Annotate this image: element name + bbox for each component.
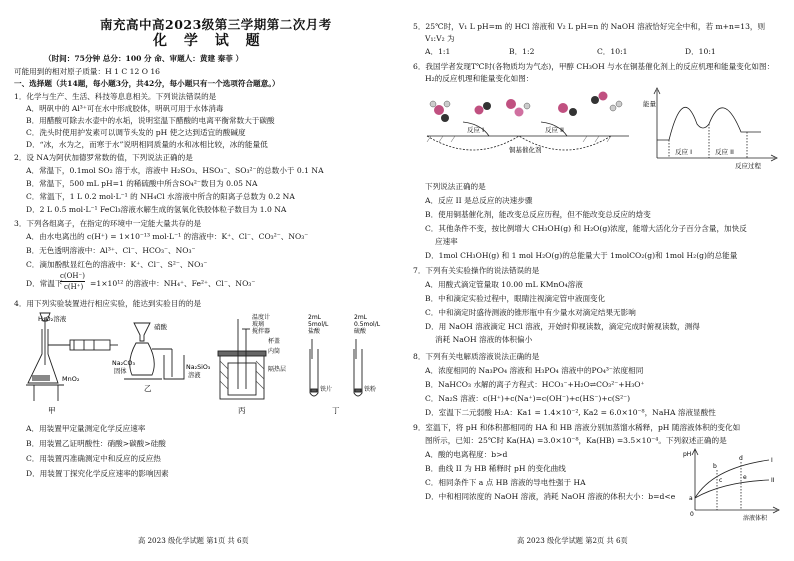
q6-option-c: C．其他条件不变，按比例增大 CH₃OH(g) 和 H₂O(g)浓度，能增大活化分子百分含量，加快反 (425, 224, 747, 233)
q2-option-d: D．2 L 0.5 mol·L⁻¹ FeCl₃溶液水解生成的氢氧化铁胶体粒子数目为 1.0 NA (26, 205, 287, 214)
q1-option-b: B．用醋酸可除去水壶中的水垢，说明室温下醋酸的电离平衡常数大于碳酸 (26, 116, 275, 125)
graph-origin: 0 (690, 511, 694, 518)
q5-stem-cont: V₁:V₂ 为 (425, 34, 455, 43)
page-1-footer: 高 2023 级化学试题 第1页 共 6页 (138, 536, 249, 545)
q5-option-d: D．10:1 (685, 47, 716, 56)
q3-fraction-numerator: c(OH⁻) (60, 272, 85, 280)
q1-option-d: D．“冰，水为之，而寒于水”说明相同质量的水和冰相比较，冰的能量低 (26, 140, 268, 149)
mech-reaction-1-label: 反应 I (467, 126, 484, 134)
q5-stem: 5．25℃时，V₁ L pH=m 的 HCl 溶液和 V₂ L pH=n 的 NaOH 溶液恰好完全中和，若 m+n=13，则 (413, 22, 766, 31)
section-heading: 一、选择题（共14题，每小题3分，共42分，每小题只有一个选项符合题意。） (14, 79, 280, 88)
q4-option-c: C．用装置丙准确测定中和反应的反应热 (26, 454, 161, 463)
q4-option-b: B．用装置乙证明酸性：硝酸>碳酸>硅酸 (26, 439, 166, 448)
ding-acid-1: 盐酸 (308, 328, 321, 335)
yi-soln-label: Na₂SiO₃ (186, 364, 211, 371)
yi-solid-label: Na₂CO₃ (112, 360, 135, 367)
q7-option-c: C．中和滴定时盛待测液的锥形瓶中有少量水对滴定结果无影响 (425, 308, 636, 317)
q9-stem-cont: 图所示，已知：25℃时 Ka(HA) =3.0×10⁻⁸，Ka(HB) =3.5×10⁻⁴。下列叙述正确的是 (425, 436, 727, 445)
yi-soln-label-2: 溶液 (188, 372, 201, 379)
q7-option-a: A．用酸式滴定管量取 10.00 mL KMnO₄溶液 (425, 280, 583, 289)
q2-stem: 2．设 NA为阿伏加德罗常数的值，下列说法正确的是 (14, 153, 193, 162)
ding-vol-2: 2mL (354, 314, 368, 321)
molecule-icons (430, 92, 622, 123)
bing-insulation-label: 隔热层 (268, 366, 287, 373)
q8-stem: 8．下列有关电解质溶液说法正确的是 (413, 352, 540, 361)
ding-conc-1: 5mol/L (308, 321, 329, 328)
q6-option-c-cont: 应速率 (435, 237, 458, 246)
q3-option-c: C．滴加酚酞显红色的溶液中：K⁺、Cl⁻、S²⁻、NO₃⁻ (26, 260, 208, 269)
jia-solid-label: MnO₂ (62, 375, 80, 383)
q6-energy-diagram (643, 84, 783, 170)
q7-option-b: B．中和滴定实验过程中，眼睛注视滴定管中液面变化 (425, 294, 606, 303)
energy-reaction-2: 反应 II (715, 148, 734, 156)
ding-vol-1: 2mL (308, 314, 322, 321)
curve-II (695, 480, 769, 498)
q5-option-b: B．1:2 (509, 47, 535, 56)
q6-stem-cont: H₂的反应机理和能量变化如图： (425, 74, 534, 83)
ding-caption: 丁 (332, 406, 340, 415)
page-2-footer: 高 2023 级化学试题 第2页 共 6页 (517, 536, 628, 545)
graph-curve-i-label: I (771, 457, 773, 464)
yi-caption: 乙 (144, 384, 152, 393)
q4-stem: 4．用下列实验装置进行相应实验，能达到实验目的的是 (14, 299, 202, 308)
q6-stem: 6．我国学者发现T℃时(各物质均为气态)，甲醇 CH₃OH 与水在铜基催化剂上的反应机理和能量变化如图： (413, 62, 775, 71)
q8-option-a: A．浓度相同的 Na₃PO₄ 溶液和 H₃PO₄ 溶液中的PO₄³⁻浓度相同 (425, 366, 644, 375)
q6-intro: 下列说法正确的是 (425, 182, 486, 191)
q7-stem: 7．下列有关实验操作的说法错误的是 (413, 266, 540, 275)
q2-option-c: C．常温下，1 L 0.2 mol·L⁻¹ 的 NH₄Cl 水溶液中所含的阳离子总数为 0.2 NA (26, 192, 295, 201)
q8-option-b: B．NaHCO₃ 水解的离子方程式：HCO₃⁻+H₂O⇌CO₃²⁻+H₃O⁺ (425, 380, 645, 389)
ding-acid-2: 硫酸 (354, 328, 367, 335)
q1-stem: 1．化学与生产、生活、科技等息息相关。下列说法错误的是 (14, 92, 217, 101)
bing-stirrer-label: 搅拌器 (252, 328, 271, 335)
q9-option-d: D．中和相同浓度的 NaOH 溶液，消耗 NaOH 溶液的体积大小：b=d<e (425, 492, 676, 501)
q3-option-d-prefix: D．常温下 (26, 279, 63, 288)
q6-option-b: B．使用铜基催化剂，能改变总反应历程，但不能改变总反应的焓变 (425, 210, 651, 219)
q6-option-d: D．1mol CH₃OH(g) 和 1 mol H₂O(g)的总能量大于 1molCO₂(g)和 1mol H₂(g)的总能量 (425, 251, 738, 260)
energy-reaction-1: 反应 I (675, 148, 692, 156)
q4-option-d: D．用装置丁探究化学反应速率的影响因素 (26, 469, 169, 478)
bing-inner-label: 内筒 (268, 348, 281, 355)
page-2 (397, 0, 794, 561)
q9-stem: 9．室温下，将 pH 和体积都相同的 HA 和 HB 溶液分别加蒸馏水稀释，pH 随溶液体积的变化如 (413, 423, 741, 432)
graph-point-b: b (713, 463, 717, 470)
bing-lid-label: 杯盖 (268, 338, 281, 345)
q3-stem: 3．下列各组离子，在指定的环境中一定能大量共存的是 (14, 219, 202, 228)
bing-caption: 丙 (238, 406, 246, 415)
q7-option-d: D．用 NaOH 溶液滴定 HCl 溶液，开始时仰视读数，滴定完成时俯视读数，测得 (425, 322, 700, 331)
apparatus-figure (14, 309, 386, 419)
mech-catalyst-label: 铜基催化剂 (509, 146, 542, 154)
ding-iron-sheet: 铁片 (320, 386, 333, 393)
energy-xlabel: 反应过程 (735, 162, 761, 170)
q1-option-c: C．洗头时使用护发素可以调节头发的 pH 使之达到适宜的酸碱度 (26, 128, 246, 137)
apparatus-yi (124, 323, 184, 379)
graph-point-c: c (719, 477, 723, 484)
catalyst-surface-hatch (427, 136, 611, 142)
apparatus-jia (26, 313, 118, 401)
q3-option-b: B．无色透明溶液中：Al³⁺、Cl⁻、HCO₃⁻、NO₃⁻ (26, 246, 196, 255)
ding-iron-powder: 铁粉 (364, 386, 377, 393)
q6-mechanism-figure (423, 84, 633, 154)
q8-option-d: D．室温下二元弱酸 H₂A：Ka1 = 1.4×10⁻², Ka2 = 6.0×10⁻⁸，NaHA 溶液显酸性 (425, 408, 716, 417)
exam-info: （时间：75分钟 总分：100 分 命、审题人：黄建 秦菲 ） (44, 54, 244, 63)
q5-option-a: A．1:1 (425, 47, 451, 56)
atomic-mass-line: 可能用到的相对原子质量：H 1 C 12 O 16 (14, 67, 161, 76)
q3-fraction-denominator: c(H⁺) (64, 283, 84, 291)
q5-option-c: C．10:1 (597, 47, 628, 56)
q6-option-a: A．反应 II 是总反应的决速步骤 (425, 196, 533, 205)
bing-thermometer-label: 温度计 (252, 314, 271, 321)
q3-option-d-suffix: =1×10¹² 的溶液中：NH₄⁺、Fe²⁺、Cl⁻、NO₃⁻ (90, 279, 256, 288)
mech-reaction-2-label: 反应 II (545, 126, 564, 134)
q7-option-d-cont: 消耗 NaOH 溶液的体积偏小 (435, 335, 533, 344)
q3-option-a: A．由水电离出的 c(H⁺) = 1×10⁻¹³ mol·L⁻¹ 的溶液中：K⁺、Cl⁻、CO₃²⁻、NO₃⁻ (26, 232, 309, 241)
jia-reagent-label: H₂O₂溶液 (38, 315, 67, 323)
yi-acid-label: 硝酸 (154, 323, 167, 331)
q2-option-a: A．常温下，0.1mol SO₂ 溶于水，溶液中 H₂SO₃、HSO₃⁻、SO₃²⁻的总数小于 0.1 NA (26, 166, 324, 175)
jia-caption: 甲 (48, 406, 56, 415)
q9-option-b: B．曲线 II 为 HB 稀释时 pH 的变化曲线 (425, 464, 566, 473)
graph-point-d: d (739, 455, 743, 462)
exam-title: 南充高中高2023级第三学期第二次月考 (100, 17, 332, 32)
apparatus-ding (310, 339, 362, 396)
ding-conc-2: 0.5mol/L (354, 321, 381, 328)
graph-point-e: e (743, 474, 747, 481)
graph-x-label: 溶液体积 (743, 515, 768, 522)
q9-option-c: C．相同条件下 a 点 HB 溶液的导电性强于 HA (425, 478, 586, 487)
exam-subtitle: 化 学 试 题 (153, 33, 266, 49)
graph-curve-ii-label: II (771, 477, 775, 484)
graph-point-a: a (689, 495, 693, 502)
q9-option-a: A．酸的电离程度：b>d (425, 450, 508, 459)
bing-glass-label: 玻璃 (252, 321, 265, 328)
q4-option-a: A．用装置甲定量测定化学反应速率 (26, 424, 146, 433)
q9-ph-graph (683, 446, 783, 522)
graph-y-label: pH (683, 451, 692, 458)
q1-option-a: A．明矾中的 Al³⁺可在水中形成胶体，明矾可用于水体消毒 (26, 104, 224, 113)
energy-axis-label: 能量 (643, 100, 656, 108)
yi-solid-label-2: 固体 (114, 368, 127, 375)
q8-option-c: C．Na₂S 溶液：c(H⁺)+c(Na⁺)=c(OH⁻)+c(HS⁻)+c(S²⁻) (425, 394, 631, 403)
q2-option-b: B．常温下，500 mL pH=1 的稀硫酸中所含SO₄²⁻数目为 0.05 NA (26, 179, 258, 188)
